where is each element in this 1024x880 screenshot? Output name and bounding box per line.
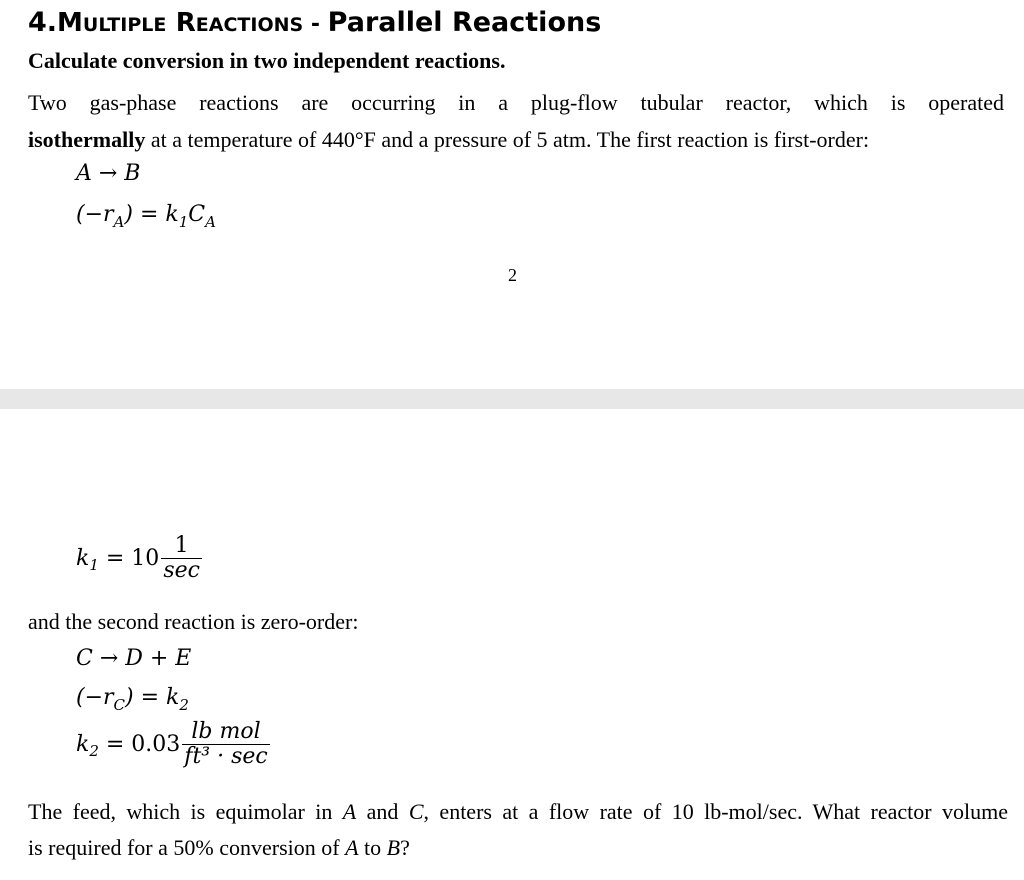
section-title: 4.MULTIPLE REACTIONS - Parallel Reactions — [28, 7, 602, 38]
page-number: 2 — [508, 265, 517, 285]
rate-constant-k2: k 2 = 0.03 $\frac{\text{lb mol}}{\text{ft³ · sec}}$ — [76, 719, 268, 769]
rate-law-2: $(-r_C) = k_2$ — [76, 685, 189, 714]
subtitle: Calculate conversion in two independent reactions. — [28, 48, 506, 73]
k1-units-fraction: $\frac{1}{\sec}$ — [163, 533, 200, 583]
page-break-gap — [0, 389, 1024, 409]
rate-law-1: $(-r_A) = k_1C_A$ — [76, 202, 216, 231]
reaction-2: C → D + E — [76, 646, 192, 671]
problem-paragraph-1: Two gas-phase reactions are occurring in a plug-flow tubular reactor, which is operated isothermally at a temperature of 440°F and a pressure of 5 atm. The first reaction is first-order: — [28, 90, 1004, 152]
problem-paragraph-3: The feed, which is equimolar in A and C, enters at a flow rate of 10 lb-mol/sec. What reactor volume is required for a 50% conversion of A to B? — [28, 799, 1008, 860]
k2-units-fraction: $\frac{\text{lb mol}}{\text{ft³ · sec}}$ — [184, 719, 268, 769]
rate-constant-k1: k 1 = 10 $\frac{1}{\sec}$ — [76, 533, 200, 583]
problem-paragraph-2: and the second reaction is zero-order: — [28, 609, 359, 634]
reaction-1: A → B — [76, 161, 141, 186]
title-main: Parallel Reactions — [327, 7, 602, 38]
section-number: 4. — [28, 7, 58, 38]
